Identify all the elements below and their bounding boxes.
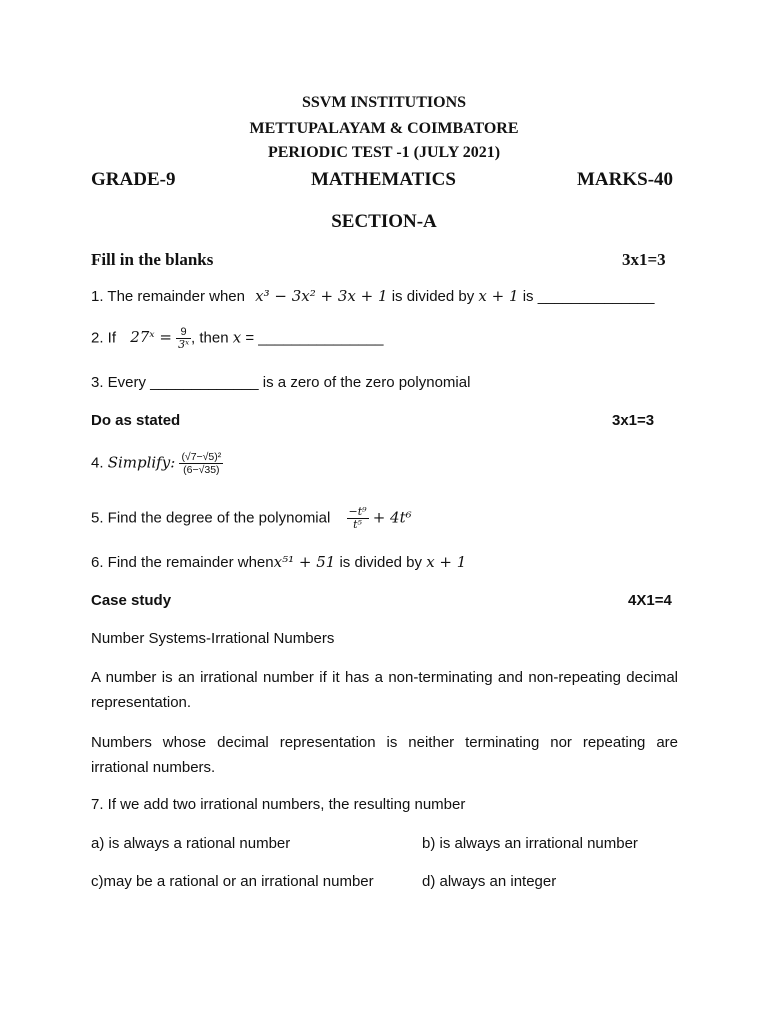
q1-divisor: x + 1 [478, 287, 519, 305]
do-as-stated-heading: Do as stated [91, 412, 181, 429]
q1-prefix: 1. The remainder when [91, 288, 245, 305]
q2-frac-den: 3ˣ [178, 338, 190, 351]
q1-mid: is divided by [391, 288, 475, 305]
q6-expression: x⁵¹ + 51 [273, 553, 336, 571]
q4-frac-num: (√7−√5)² [181, 451, 222, 463]
q5-prefix: 5. Find the degree of the polynomial [91, 509, 331, 527]
q1-expression: x³ − 3x² + 3x + 1 [255, 287, 388, 305]
question-7: 7. If we add two irrational numbers, the resulting number [91, 796, 466, 813]
q4-word: Simplify: [107, 453, 176, 472]
q5-fraction [347, 506, 369, 531]
school-name: SSVM INSTITUTIONS [301, 94, 467, 111]
case-study-paragraph-2: Numbers whose decimal representation is neither terminating nor repeating are irrational numbers. [91, 734, 678, 776]
grade-label: GRADE-9 [91, 169, 176, 190]
q1-suffix: is ______________ [522, 288, 655, 305]
q2-fraction [176, 326, 191, 351]
case-study-paragraph-1: A number is an irrational number if it has a non-terminating and non-repeating decimal representation. [91, 669, 678, 711]
q2-prefix: 2. If [91, 329, 117, 347]
option-c: c)may be a rational or an irrational number [91, 873, 374, 890]
marks-label: MARKS-40 [577, 169, 674, 190]
q5-frac-den: t⁵ [353, 518, 362, 531]
case-study-marks: 4X1=4 [628, 592, 672, 609]
q4-fraction [179, 451, 223, 476]
case-study-heading: Case study [91, 592, 172, 609]
section-title: SECTION-A [331, 211, 437, 232]
q6-mid: is divided by [339, 554, 423, 571]
q2-frac-num: 9 [176, 326, 191, 339]
q5-rest: + 4t⁶ [372, 508, 412, 527]
fill-blanks-marks: 3x1=3 [622, 250, 666, 269]
question-4 [91, 451, 223, 476]
q4-prefix: 4. [91, 454, 104, 472]
q2-suffix: = _______________ [245, 329, 384, 347]
q6-prefix: 6. Find the remainder when [91, 554, 274, 571]
school-location: METTUPALAYAM & COIMBATORE [249, 120, 519, 137]
test-title: PERIODIC TEST -1 (JULY 2021) [267, 144, 501, 161]
q2-var: x [232, 328, 242, 347]
question-5 [91, 506, 412, 531]
q2-lhs: 27ˣ = [130, 328, 172, 347]
q6-divisor: x + 1 [426, 553, 467, 571]
option-b: b) is always an irrational number [422, 835, 638, 852]
question-1 [91, 287, 654, 305]
case-study-title: Number Systems-Irrational Numbers [91, 630, 335, 647]
question-2 [91, 326, 383, 351]
subject-label: MATHEMATICS [311, 169, 456, 190]
q4-frac-den: (6−√35) [183, 464, 220, 476]
do-as-stated-marks: 3x1=3 [612, 412, 655, 429]
fill-blanks-heading: Fill in the blanks [91, 250, 214, 269]
question-3: 3. Every _____________ is a zero of the zero polynomial [91, 374, 471, 391]
question-6 [91, 553, 466, 571]
option-d: d) always an integer [422, 873, 557, 890]
option-a: a) is always a rational number [91, 835, 291, 852]
q5-frac-num: −t⁹ [348, 505, 367, 518]
q2-mid: , then [191, 329, 229, 347]
